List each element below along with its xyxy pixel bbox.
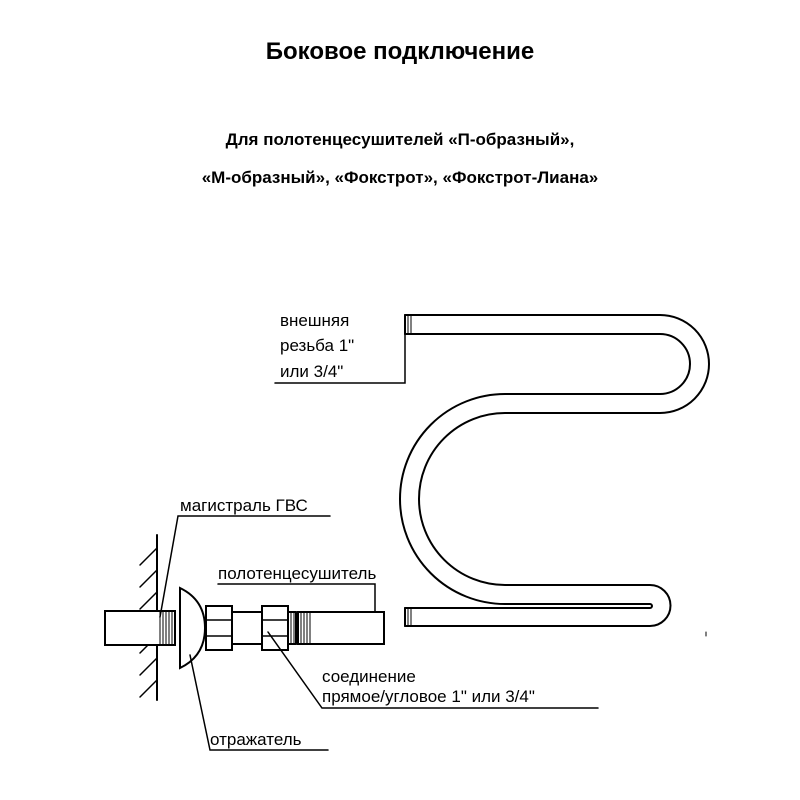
towel-dryer [400,315,709,626]
connection-label-line-2: прямое/угловое 1" или 3/4" [322,687,535,706]
leader-towel-dryer [218,584,375,612]
connection-label-line-1: соединение [322,667,416,686]
thread-label-line-2: резьба 1" [280,336,355,355]
reflector [180,588,205,668]
main-line-label: магистраль ГВС [180,496,308,515]
page-title: Боковое подключение [265,38,535,65]
main-pipe [105,611,175,645]
thread-label-line-3: или 3/4" [280,362,344,381]
subtitle-line-1: Для полотенцесушителей «П-образный», [225,130,575,149]
reflector-label: отражатель [210,730,302,749]
towel-dryer-label: полотенцесушитель [218,564,377,583]
thread-label-line-1: внешняя [280,311,350,330]
towel-dryer-pipe-segment [298,612,384,644]
coupling [206,606,296,650]
subtitle-line-2: «М-образный», «Фокстрот», «Фокстрот-Лиана» [201,168,599,187]
